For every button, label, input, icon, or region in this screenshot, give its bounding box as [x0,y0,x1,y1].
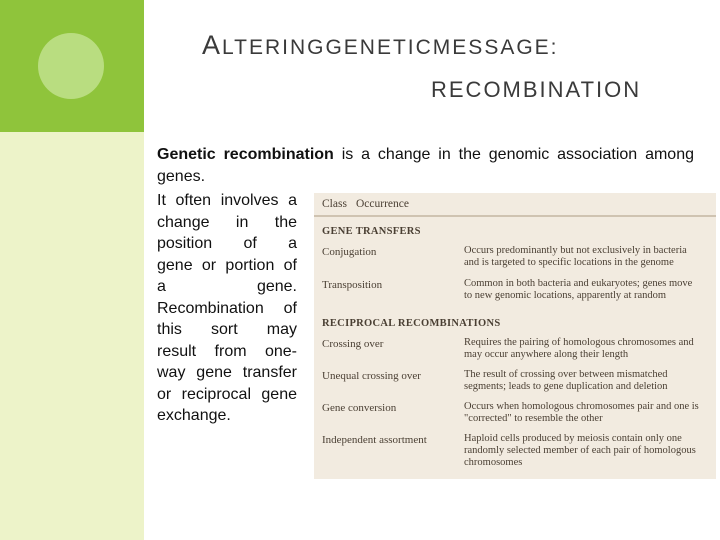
side-paragraph [157,190,297,427]
side-text-line: this sort may [157,321,297,338]
side-text-line: result from one- [157,342,297,360]
intro-paragraph [157,144,694,188]
occurrence-line: randomly selected member of each pair of homologous [464,445,696,456]
occurrence-line: Haploid cells produced by meiosis contain only one [464,433,682,444]
table-row-occurrence [464,369,712,393]
table-row-occurrence [464,245,712,269]
table-row-class: Unequal crossing over [322,370,421,382]
table-header-occurrence: Occurrence [356,198,409,210]
occurrence-line: and is targeted to specific locations in the genome [464,257,674,268]
intro-bold-term: Genetic recombination [157,146,334,163]
side-text-line: way gene transfer [157,364,297,381]
title-first-letter: A [202,30,223,60]
slide-title [202,30,559,61]
occurrence-line: Common in both bacteria and eukaryotes; genes move [464,278,693,289]
side-text-line: position of a [157,235,297,252]
occurrence-line: Occurs when homologous chromosomes pair and one is [464,401,699,412]
occurrence-line: "corrected" to resemble the other [464,413,603,424]
occurrence-line: to new genomic locations, apparently at random [464,290,667,301]
title-rest: LTERINGGENETICMESSAGE: [222,36,559,59]
table-row-occurrence [464,278,712,302]
table-section-heading: RECIPROCAL RECOMBINATIONS [322,318,501,329]
side-text-line: exchange. [157,407,231,424]
table-row-occurrence [464,401,712,425]
occurrence-line: Occurs predominantly but not exclusively in bacteria [464,245,687,256]
occurrence-line: may occur anywhere along their length [464,349,629,360]
table-row-occurrence [464,433,712,469]
intro-text: is a change in the genomic association among genes. [157,146,694,185]
occurrence-line: Requires the pairing of homologous chromosomes and [464,337,694,348]
table-section-heading: GENE TRANSFERS [322,226,421,237]
occurrence-line: chromosomes [464,457,523,468]
table-header-class: Class [322,198,347,210]
side-text-line: It often involves a [157,192,297,209]
table-header-row [314,193,716,217]
table-row-class: Conjugation [322,246,377,258]
title-panel [144,0,720,132]
table-row-class: Independent assortment [322,434,427,446]
occurrence-line: segments; leads to gene duplication and deletion [464,381,668,392]
recombination-table-image [314,193,716,479]
occurrence-line: The result of crossing over between mismatched [464,369,668,380]
table-row-class: Crossing over [322,338,384,350]
table-row-occurrence [464,337,712,361]
side-text-line: change in the [157,213,297,231]
decorative-circle [38,33,104,99]
slide-subtitle: RECOMBINATION [431,77,642,102]
side-text-line: Recombination of [157,299,297,317]
table-row-class: Gene conversion [322,402,397,414]
side-text-line: gene or portion of [157,256,297,274]
table-row-class: Transposition [322,279,383,291]
side-text-line: or reciprocal gene [157,385,297,403]
side-text-line: a gene. [157,278,297,295]
